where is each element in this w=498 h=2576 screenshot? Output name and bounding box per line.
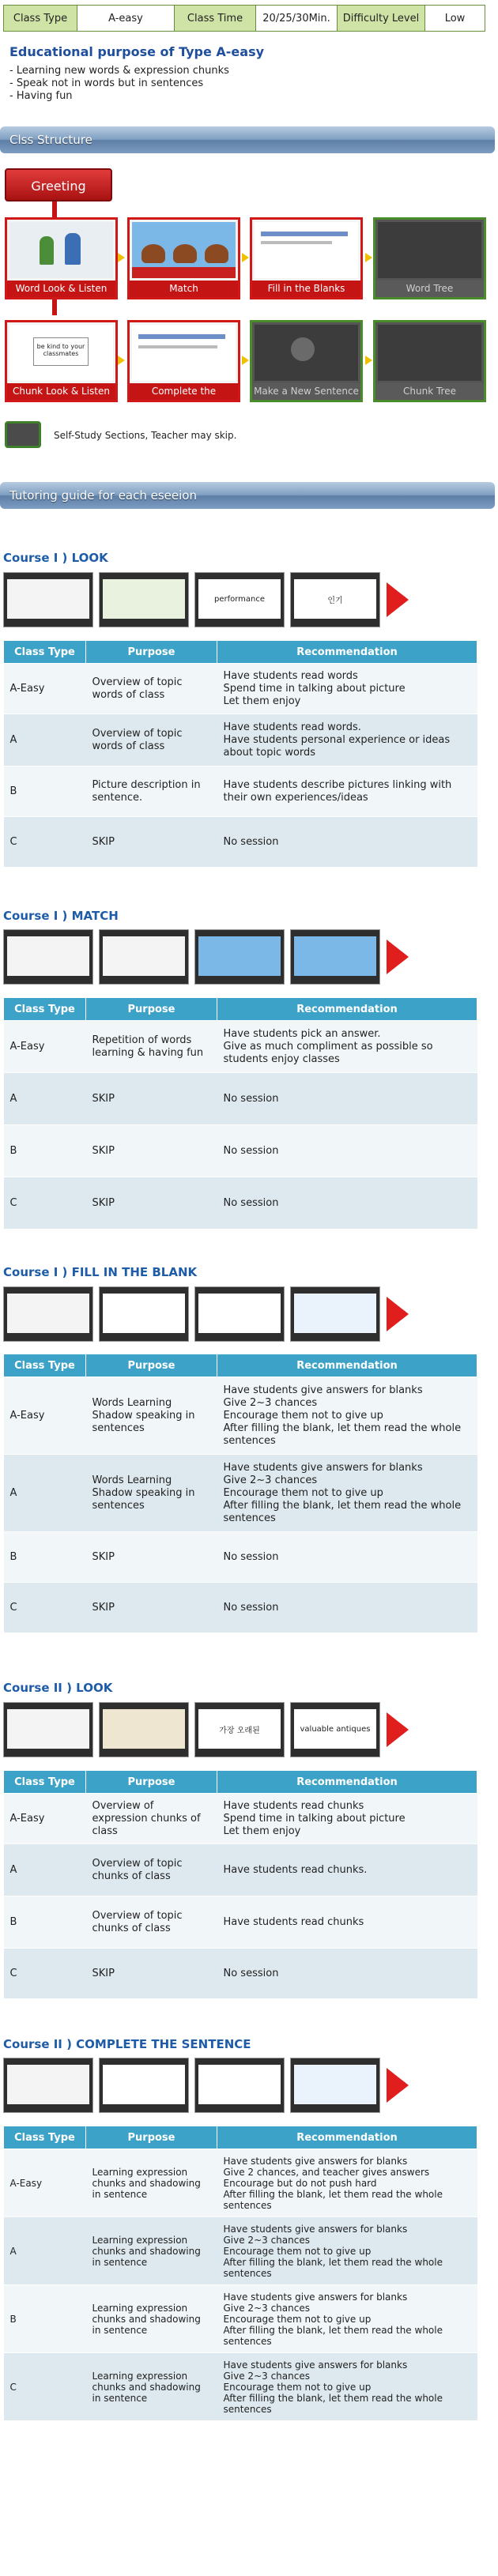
table-row: B SKIP No session <box>4 1125 477 1177</box>
node-screenshot <box>132 222 236 278</box>
table-row: B Learning expression chunks and shadowing in sentence Have students give answers for blanks Give 2~3 chances Encourage them not to give up After filling the blank, let them read the whole sentences <box>4 2285 477 2353</box>
table-row: C SKIP No session <box>4 817 477 868</box>
guide-table <box>3 1770 477 1999</box>
course-title: Course I ) MATCH <box>3 909 119 923</box>
table-row: A SKIP No session <box>4 1073 477 1125</box>
arrow-icon <box>242 356 249 365</box>
node-label: Match <box>130 281 238 297</box>
thumb <box>290 929 380 985</box>
arrow-icon <box>365 253 372 262</box>
thumb <box>99 929 189 985</box>
screenshot-strip <box>3 929 477 985</box>
table-row: A-Easy Overview of expression chunks of class Have students read chunks Spend time in talking about picture Let them enjoy <box>4 1794 477 1844</box>
node-screenshot: be kind to your classmates <box>9 325 113 381</box>
col-header: Recommendation <box>217 998 477 1021</box>
col-header: Class Type <box>4 998 86 1021</box>
node-screenshot <box>255 222 358 278</box>
col-header: Recommendation <box>217 2126 477 2149</box>
thumb <box>99 1286 189 1342</box>
node-label: Chunk Tree <box>375 383 484 400</box>
node-screenshot <box>9 222 113 278</box>
self-study-legend-text: Self-Study Sections, Teacher may skip. <box>54 430 237 441</box>
guide-table <box>3 2126 477 2421</box>
purpose-item: - Speak not in words but in sentences <box>9 77 204 89</box>
purpose-list <box>9 65 229 103</box>
col-header: Purpose <box>86 2126 217 2149</box>
node-screenshot <box>378 325 481 381</box>
col-header: Class Type <box>4 2126 86 2149</box>
purpose-item: - Learning new words & expression chunks <box>9 65 229 77</box>
col-header: Class Type <box>4 1771 86 1794</box>
node-complete-sentence <box>127 320 240 413</box>
arrow-icon <box>365 356 372 365</box>
col-header: Purpose <box>86 1771 217 1794</box>
thumb <box>99 2058 189 2113</box>
thumb: 가장 오래된 <box>194 1702 285 1757</box>
thumb: valuable antiques <box>290 1702 380 1757</box>
node-chunk-tree <box>373 320 486 402</box>
node-screenshot <box>378 222 481 278</box>
table-row: A-Easy Words Learning Shadow speaking in sentences Have students give answers for blanks Give 2~3 chances Encourage them not to give up After filling the blank, let them read the whole sentences <box>4 1377 477 1455</box>
connector <box>52 201 57 217</box>
screenshot-strip <box>3 2058 477 2113</box>
node-label: Chunk Look & Listen <box>7 383 115 400</box>
thumb: performance <box>194 572 285 627</box>
class-time-label: Class Time <box>175 6 256 32</box>
table-row: B Overview of topic chunks of class Have students read chunks <box>4 1896 477 1949</box>
table-row: C SKIP No session <box>4 1583 477 1633</box>
node-match <box>127 217 240 299</box>
node-word-look-listen <box>5 217 118 299</box>
screenshot-strip <box>3 1702 477 1757</box>
node-label: Word Tree <box>375 281 484 297</box>
guide-table <box>3 1354 477 1633</box>
table-row: A-Easy Overview of topic words of class Have students read words Spend time in talking about picture Let them enjoy <box>4 664 477 714</box>
table-row: B Picture description in sentence. Have students describe pictures linking with their own experiences/ideas <box>4 766 477 817</box>
arrow-icon <box>387 1712 409 1747</box>
difficulty-label: Difficulty Level <box>338 6 425 32</box>
table-row: A Overview of topic chunks of class Have students read chunks. <box>4 1844 477 1896</box>
class-type-label: Class Type <box>4 6 77 32</box>
guide-table <box>3 997 477 1230</box>
guide-table <box>3 640 477 868</box>
thumb <box>3 1702 93 1757</box>
purpose-item: - Having fun <box>9 90 73 102</box>
arrow-icon <box>387 582 409 617</box>
table-row: C SKIP No session <box>4 1177 477 1230</box>
arrow-icon <box>387 2068 409 2103</box>
node-screenshot <box>255 325 358 381</box>
col-header: Class Type <box>4 1354 86 1377</box>
screenshot-strip <box>3 1286 477 1342</box>
table-row: A Overview of topic words of class Have students read words. Have students personal experience or ideas about topic words <box>4 714 477 766</box>
node-label: Fill in the Blanks <box>252 281 360 297</box>
thumb: 인기 <box>290 572 380 627</box>
thumb <box>99 1702 189 1757</box>
course-title: Course II ) LOOK <box>3 1681 113 1695</box>
table-row: C SKIP No session <box>4 1949 477 1999</box>
arrow-icon <box>387 1297 409 1331</box>
node-fill-in-blanks <box>250 217 363 299</box>
structure-heading: Clss Structure <box>0 126 495 153</box>
class-type-value: A-easy <box>77 6 175 32</box>
connector <box>52 299 57 315</box>
thumb <box>194 2058 285 2113</box>
purpose-title: Educational purpose of Type A-easy <box>9 44 265 59</box>
node-label: Complete the Sentence <box>130 383 238 400</box>
arrow-icon <box>242 253 249 262</box>
thumb <box>290 2058 380 2113</box>
thumb <box>99 572 189 627</box>
thumb <box>3 572 93 627</box>
greeting-box: Greeting <box>5 168 112 201</box>
node-chunk-look-listen <box>5 320 118 402</box>
table-row: B SKIP No session <box>4 1532 477 1583</box>
table-row: A Words Learning Shadow speaking in sentences Have students give answers for blanks Give 2~3 chances Encourage them not to give up After filling the blank, let them read the whole sentences <box>4 1455 477 1532</box>
col-header: Recommendation <box>217 1354 477 1377</box>
node-screenshot <box>132 325 236 381</box>
guide-heading: Tutoring guide for each eseeion <box>0 482 495 509</box>
thumb <box>194 1286 285 1342</box>
col-header: Recommendation <box>217 641 477 664</box>
thumb <box>3 1286 93 1342</box>
col-header: Recommendation <box>217 1771 477 1794</box>
node-make-new-sentence <box>250 320 363 402</box>
node-word-tree <box>373 217 486 299</box>
class-info-table <box>3 5 485 32</box>
course-title: Course I ) FILL IN THE BLANK <box>3 1265 198 1279</box>
table-row: C Learning expression chunks and shadowing in sentence Have students give answers for blanks Give 2~3 chances Encourage them not to give up After filling the blank, let them read the whole sentences <box>4 2353 477 2421</box>
class-time-value: 20/25/30Min. <box>256 6 338 32</box>
thumb <box>194 929 285 985</box>
arrow-icon <box>118 253 125 262</box>
col-header: Purpose <box>86 1354 217 1377</box>
thumb <box>3 929 93 985</box>
arrow-icon <box>387 940 409 974</box>
col-header: Purpose <box>86 641 217 664</box>
table-row: A-Easy Repetition of words learning & having fun Have students pick an answer. Give as much compliment as possible so students enjoy classes <box>4 1021 477 1073</box>
col-header: Purpose <box>86 998 217 1021</box>
node-label: Make a New Sentence <box>252 383 360 400</box>
col-header: Class Type <box>4 641 86 664</box>
screenshot-strip <box>3 572 477 627</box>
table-row: A-Easy Learning expression chunks and shadowing in sentence Have students give answers for blanks Give 2 chances, and teacher gives answers Encourage but do not push hard After filling the blank, let them read the whole sentences <box>4 2149 477 2217</box>
table-row: A Learning expression chunks and shadowing in sentence Have students give answers for blanks Give 2~3 chances Encourage them not to give up After filling the blank, let them read the whole sentences <box>4 2217 477 2285</box>
arrow-icon <box>118 356 125 365</box>
course-title: Course I ) LOOK <box>3 551 108 565</box>
course-title: Course II ) COMPLETE THE SENTENCE <box>3 2037 251 2051</box>
thumb <box>3 2058 93 2113</box>
self-study-legend-swatch <box>5 421 41 448</box>
node-label: Word Look & Listen <box>7 281 115 297</box>
thumb <box>290 1286 380 1342</box>
difficulty-value: Low <box>425 6 485 32</box>
